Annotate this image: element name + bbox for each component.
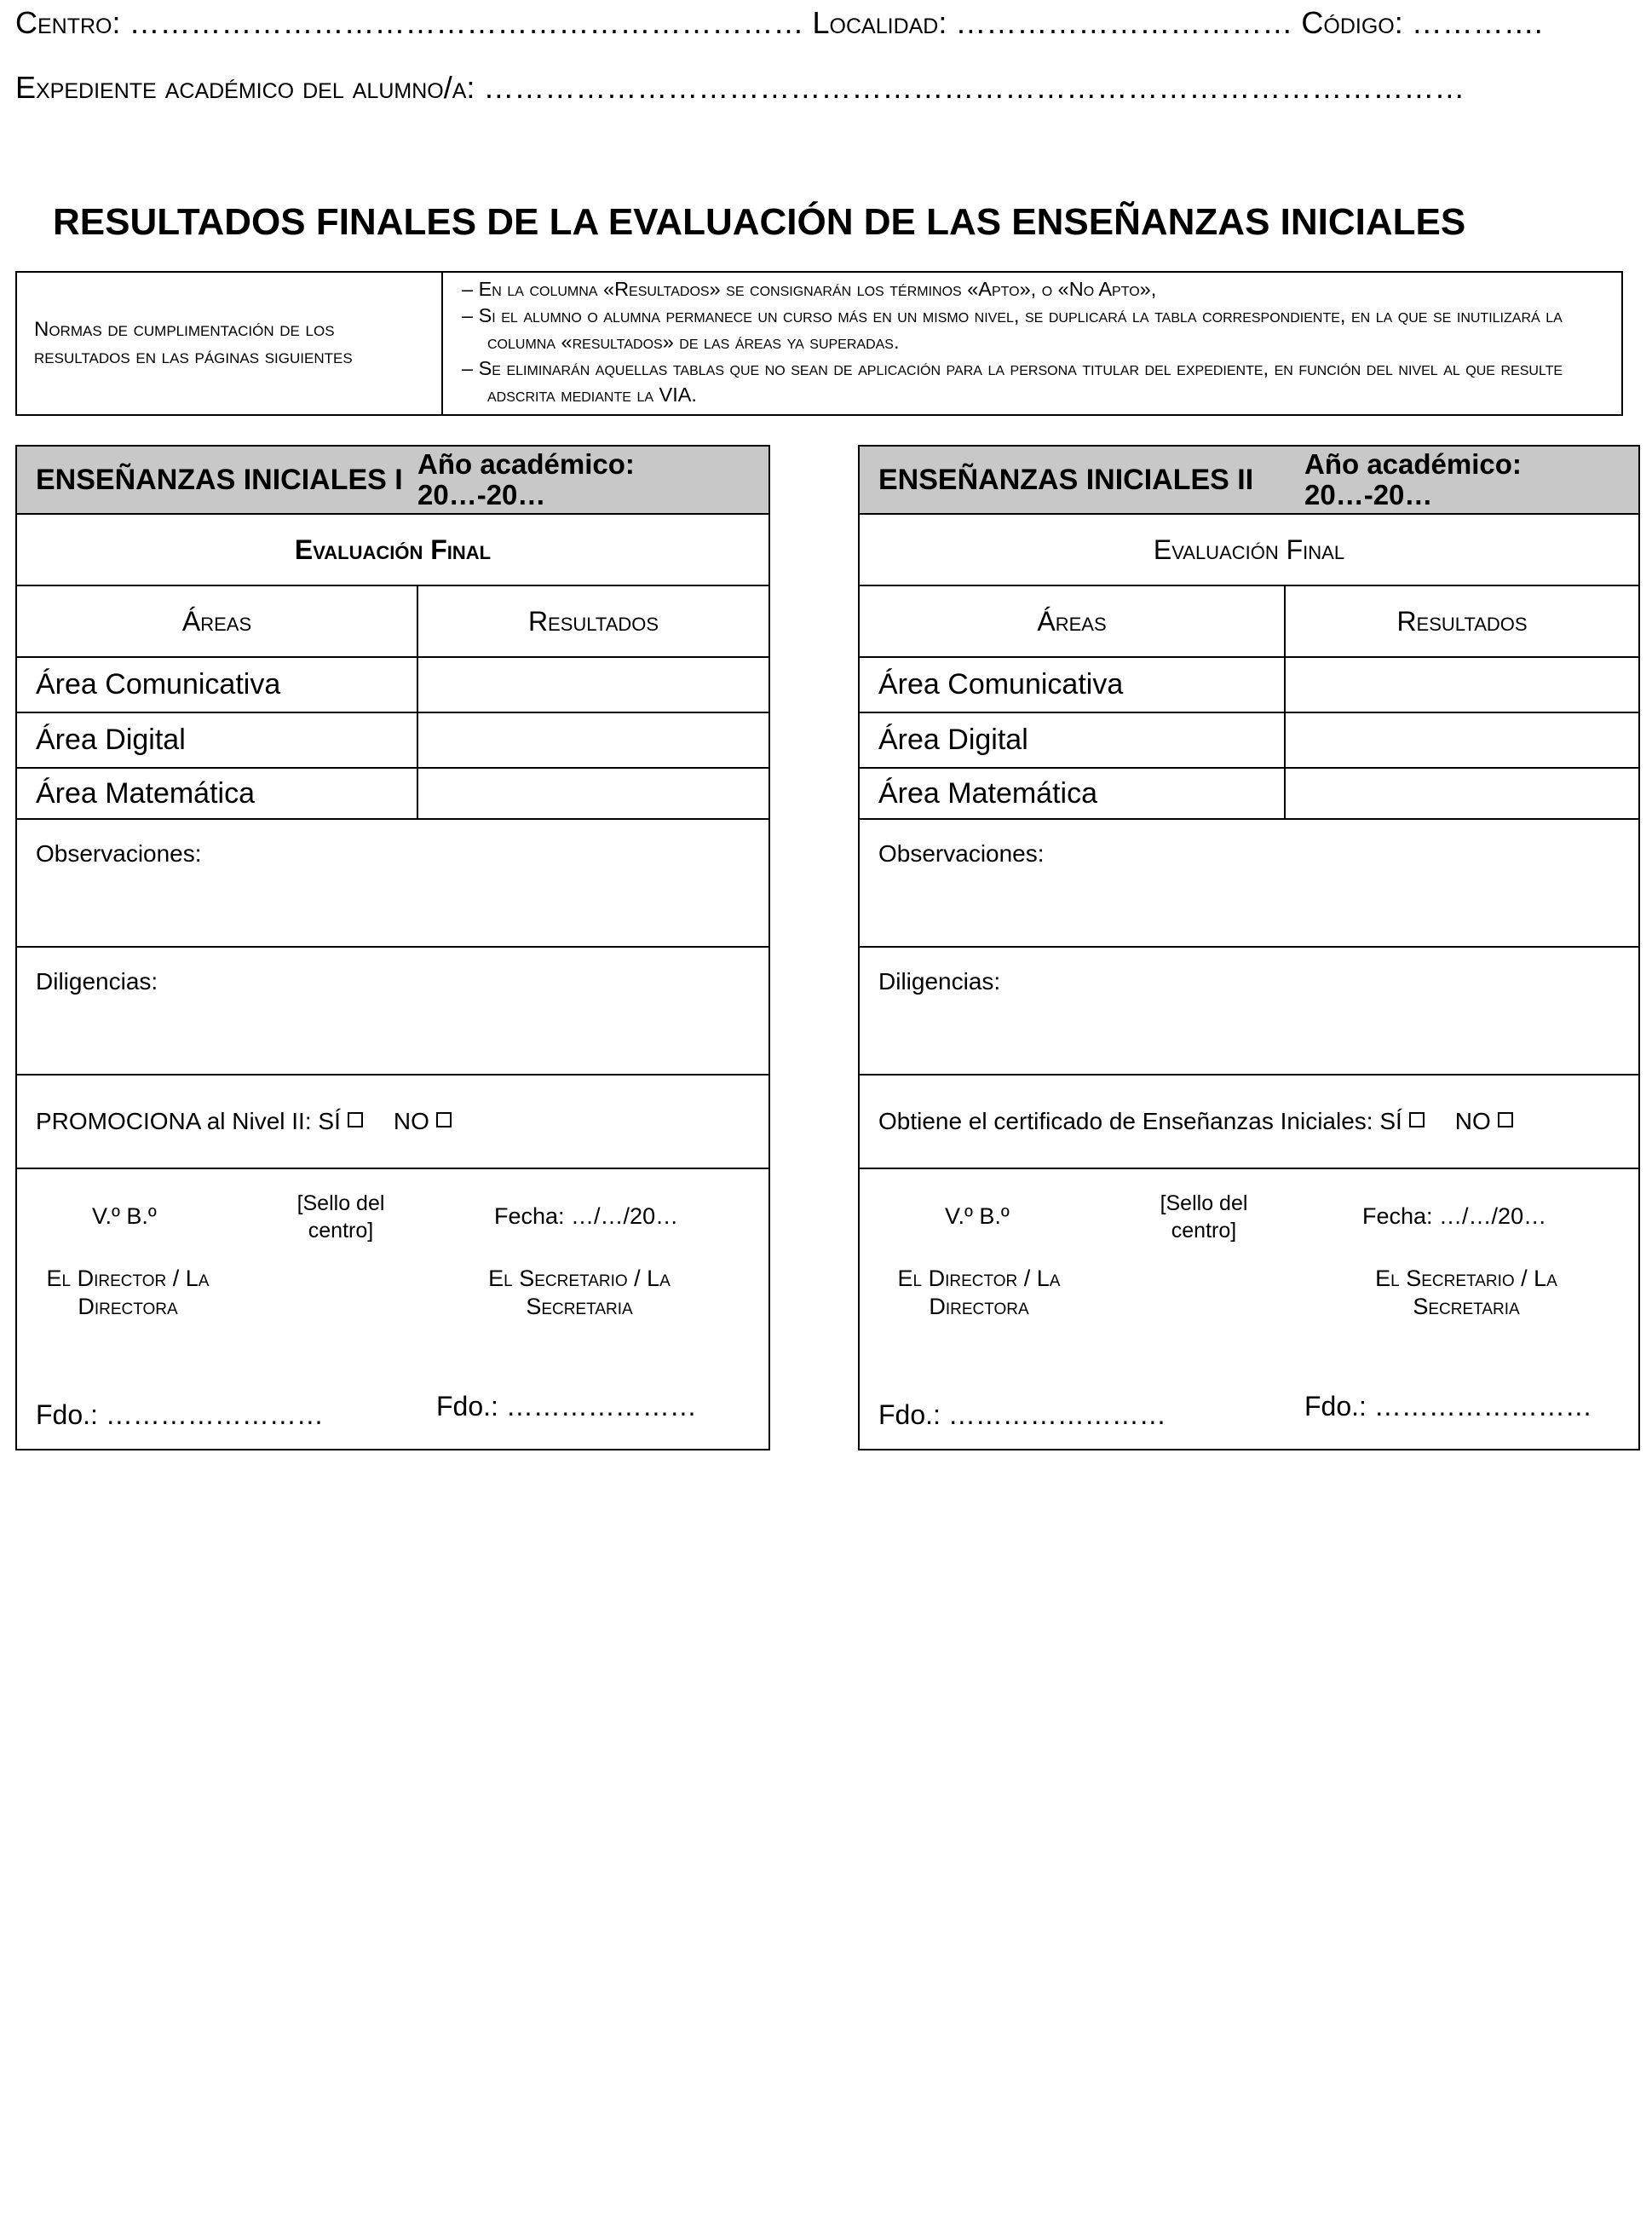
area-row <box>17 713 768 769</box>
diligencias-field[interactable] <box>17 948 768 1076</box>
panel-header <box>17 447 768 515</box>
fdo-director-field[interactable]: Fdo.: …………………… <box>878 1399 1166 1430</box>
result-cell[interactable] <box>418 713 768 767</box>
evaluation-title: Evaluación Final <box>860 515 1638 586</box>
diligencias-label: Diligencias: <box>36 968 158 995</box>
director-label: El Director / La Directora <box>897 1266 1061 1319</box>
certificate-text: Obtiene el certificado de Enseñanzas Iniciales: SÍ <box>878 1108 1402 1134</box>
no-label: NO <box>1454 1108 1491 1134</box>
observaciones-field[interactable] <box>860 820 1638 948</box>
localidad-label: Localidad: <box>812 5 947 40</box>
no-checkbox[interactable] <box>1498 1112 1513 1127</box>
norms-item: – Se eliminarán aquellas tablas que no sean de aplicación para la persona titular del expediente, en función del nivel al que resulte adscrita mediante la VIA. <box>462 357 1563 406</box>
area-name: Área Digital <box>860 713 1286 767</box>
sello-label: [Sello del centro] <box>296 1191 385 1243</box>
area-row <box>17 658 768 713</box>
si-checkbox[interactable] <box>1409 1112 1425 1127</box>
result-cell[interactable] <box>1286 713 1638 767</box>
page-title: RESULTADOS FINALES DE LA EVALUACIÓN DE LAS ENSEÑANZAS INICIALES <box>53 201 1466 243</box>
fdo-secretario-field[interactable]: Fdo.: ………………… <box>436 1391 697 1422</box>
academic-year-value[interactable]: 20…-20… <box>417 479 546 510</box>
expediente-label: Expediente académico del alumno/a: <box>15 70 475 105</box>
result-cell[interactable] <box>1286 769 1638 818</box>
promotion-text: PROMOCIONA al Nivel II: SÍ <box>36 1108 341 1134</box>
fecha-field[interactable]: Fecha: …/…/20… <box>494 1203 679 1229</box>
certificate-row <box>860 1076 1638 1169</box>
diligencias-field[interactable] <box>860 948 1638 1076</box>
area-name: Área Comunicativa <box>17 658 418 712</box>
area-row <box>860 769 1638 820</box>
codigo-field[interactable]: …………. <box>1411 5 1543 40</box>
codigo-label: Código: <box>1301 5 1403 40</box>
norms-item: – Si el alumno o alumna permanece un curso más en un mismo nivel, se duplicará la tabla correspondiente, en la que se inutilizará la columna «resultados» de las áreas ya superadas. <box>462 304 1563 353</box>
observaciones-label: Observaciones: <box>36 840 202 867</box>
centro-field[interactable]: ………………………………………………………… <box>129 5 804 40</box>
norms-item: – En la columna «Resultados» se consignarán los términos «Apto», o «No Apto», <box>462 278 1157 300</box>
area-name: Área Digital <box>17 713 418 767</box>
director-label: El Director / La Directora <box>46 1266 210 1319</box>
fdo-director-field[interactable]: Fdo.: …………………… <box>36 1399 324 1430</box>
col-results: Resultados <box>527 605 659 637</box>
result-cell[interactable] <box>418 769 768 818</box>
panel-ensenanzas-iniciales-1 <box>15 445 770 1450</box>
promotion-row <box>17 1076 768 1169</box>
no-checkbox[interactable] <box>436 1112 452 1127</box>
norms-list <box>443 273 1621 414</box>
panel-ensenanzas-iniciales-2 <box>858 445 1640 1450</box>
signature-area <box>860 1169 1638 1450</box>
header-line-expediente <box>15 70 1465 106</box>
academic-year-label: Año académico: <box>417 448 635 480</box>
secretario-label: El Secretario / La Secretaria <box>488 1266 671 1319</box>
result-cell[interactable] <box>418 658 768 712</box>
fecha-field[interactable]: Fecha: …/…/20… <box>1362 1203 1547 1229</box>
col-areas: Áreas <box>17 586 418 656</box>
observaciones-field[interactable] <box>17 820 768 948</box>
col-results: Resultados <box>1396 605 1528 637</box>
localidad-field[interactable]: …………………………… <box>955 5 1293 40</box>
norms-label: Normas de cumplimentación de los resultados en las páginas siguientes <box>17 273 443 414</box>
area-row <box>860 713 1638 769</box>
column-headers <box>17 586 768 658</box>
fdo-secretario-field[interactable]: Fdo.: …………………… <box>1304 1391 1592 1422</box>
area-row <box>860 658 1638 713</box>
academic-year <box>417 449 635 510</box>
academic-year <box>1304 449 1522 510</box>
vobo-label: V.º B.º <box>945 1203 1010 1229</box>
area-name: Área Matemática <box>860 769 1286 818</box>
area-name: Área Matemática <box>17 769 418 818</box>
centro-label: Centro: <box>15 5 121 40</box>
column-headers <box>860 586 1638 658</box>
vobo-label: V.º B.º <box>92 1203 157 1229</box>
academic-year-value[interactable]: 20…-20… <box>1304 479 1433 510</box>
no-label: NO <box>393 1108 429 1134</box>
level-title: ENSEÑANZAS INICIALES I <box>36 463 403 496</box>
secretario-label: El Secretario / La Secretaria <box>1375 1266 1557 1319</box>
academic-year-label: Año académico: <box>1304 448 1522 480</box>
norms-box <box>15 271 1623 416</box>
area-name: Área Comunicativa <box>860 658 1286 712</box>
signature-area <box>17 1169 768 1450</box>
si-checkbox[interactable] <box>348 1112 363 1127</box>
diligencias-label: Diligencias: <box>878 968 1001 995</box>
header-line-centro <box>15 5 1543 41</box>
level-title: ENSEÑANZAS INICIALES II <box>878 463 1254 496</box>
observaciones-label: Observaciones: <box>878 840 1045 867</box>
expediente-field[interactable]: …………………………………………………………………………………… <box>483 70 1465 105</box>
area-row <box>17 769 768 820</box>
col-areas: Áreas <box>860 586 1286 656</box>
evaluation-title: Evaluación Final <box>17 515 768 586</box>
result-cell[interactable] <box>1286 658 1638 712</box>
sello-label: [Sello del centro] <box>1160 1191 1248 1243</box>
panel-header <box>860 447 1638 515</box>
